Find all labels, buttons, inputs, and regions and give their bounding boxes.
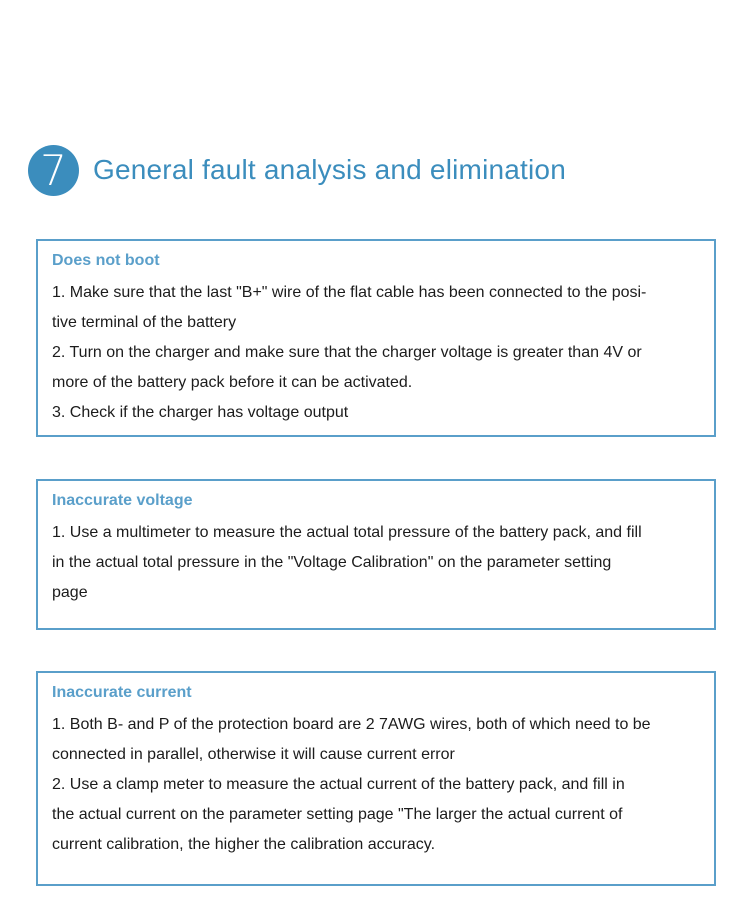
fault-card-line: tive terminal of the battery (52, 314, 237, 331)
fault-card-inaccurate-voltage (36, 479, 716, 630)
fault-card-title: Does not boot (52, 252, 160, 269)
fault-card-line: current calibration, the higher the calibration accuracy. (52, 836, 436, 853)
fault-card-line: in the actual total pressure in the "Voltage Calibration" on the parameter setting (52, 554, 612, 571)
fault-card-does-not-boot (36, 239, 716, 437)
fault-card-line: page (52, 584, 88, 601)
fault-card-line: more of the battery pack before it can be activated. (52, 374, 413, 391)
fault-card-line: 2. Turn on the charger and make sure that the charger voltage is greater than 4V or (52, 344, 642, 361)
fault-card-line: 1. Make sure that the last "B+" wire of the flat cable has been connected to the posi- (52, 284, 647, 301)
fault-card-inaccurate-current (36, 671, 716, 886)
fault-card-line: 2. Use a clamp meter to measure the actual current of the battery pack, and fill in (52, 776, 625, 793)
fault-card-line: 3. Check if the charger has voltage output (52, 404, 349, 421)
fault-card-line: 1. Both B- and P of the protection board are 2 7AWG wires, both of which need to be (52, 716, 651, 733)
fault-card-line: 1. Use a multimeter to measure the actual total pressure of the battery pack, and fill (52, 524, 642, 541)
fault-card-line: the actual current on the parameter setting page "The larger the actual current of (52, 806, 623, 823)
fault-card-line: connected in parallel, otherwise it will cause current error (52, 746, 455, 763)
section-title: General fault analysis and elimination (93, 154, 566, 185)
fault-card-title: Inaccurate current (52, 684, 192, 701)
fault-card-title: Inaccurate voltage (52, 492, 193, 509)
section-header (28, 144, 566, 196)
section-number-badge: 7 (28, 145, 79, 196)
